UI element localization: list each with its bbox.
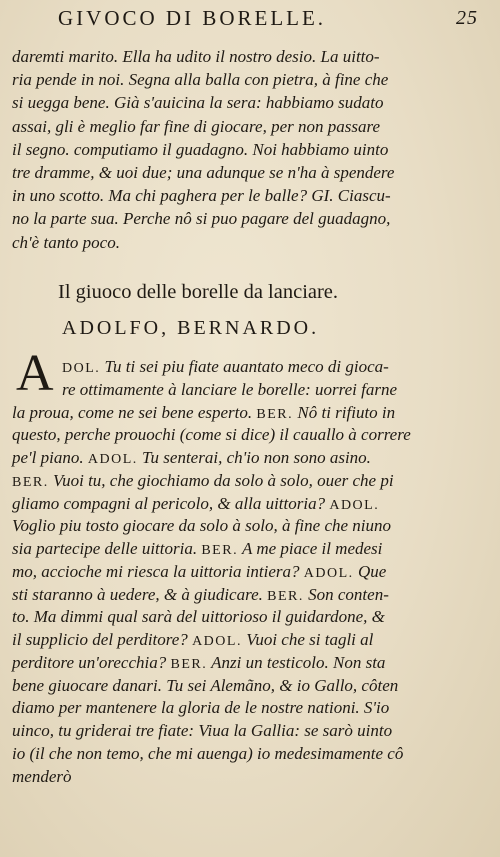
- line-text: Son conten-: [303, 584, 389, 604]
- line-text: la proua, come ne sei bene esperto.: [12, 402, 257, 422]
- page-number: 25: [456, 7, 478, 29]
- text-line: [12, 675, 482, 697]
- line-text: mo, accioche mi riesca la uittoria intiera?: [12, 561, 304, 581]
- text-line: tre dramme, & uoi due; una adunque se n'ha à spendere: [12, 163, 395, 182]
- speaker-tag: ADOL.: [87, 452, 138, 467]
- text-line: no la parte sua. Perche nô si puo pagare del guadagno,: [12, 209, 391, 229]
- text-line: [12, 584, 482, 608]
- text-line: [62, 356, 500, 380]
- speakers-line: ADOLFO, BERNARDO.: [62, 317, 320, 339]
- text-line: [12, 720, 482, 742]
- speaker-tag: BER.: [267, 588, 304, 604]
- speaker-tag: BER.: [201, 543, 239, 558]
- text-line: ch'è tanto poco.: [12, 232, 120, 252]
- line-text: Vuoi che si tagli al: [241, 630, 374, 649]
- line-text: pe'l piano.: [12, 448, 88, 467]
- line-text: perditore un'orecchia?: [12, 652, 171, 672]
- speaker-tag: ADOL.: [192, 634, 242, 649]
- text-line: [12, 697, 482, 719]
- drop-cap: A: [16, 345, 54, 402]
- speaker-tag: BER.: [170, 656, 208, 672]
- text-line: [12, 493, 482, 517]
- text-line: ria pende in noi. Segna alla balla con pietra, à fine che: [12, 70, 389, 90]
- line-text: Anzi un testicolo. Non sta: [207, 652, 386, 672]
- line-text: il supplicio del perditore?: [12, 630, 193, 649]
- text-line: [12, 629, 482, 653]
- line-text: Tu senterai, ch'io non sono asino.: [137, 448, 371, 467]
- line-text: Tu ti sei piu fiate auantato meco di gioca-: [100, 357, 389, 376]
- line-text: sia partecipe delle uittoria.: [12, 539, 202, 558]
- text-line: si uegga bene. Già s'auicina la sera: habbiamo sudato: [12, 93, 384, 113]
- text-line: [12, 424, 482, 446]
- text-line: [62, 379, 500, 401]
- speaker-tag: BER.: [256, 406, 294, 422]
- speaker-tag: ADOL.: [329, 497, 380, 513]
- speaker-tag: ADOL.: [303, 565, 354, 581]
- text-line: [12, 402, 482, 426]
- line-text: bene giuocare danari. Tu sei Alemãno, & io Gallo, côten: [12, 675, 399, 695]
- line-text: re ottimamente à lanciare le borelle: uorrei farne: [62, 379, 398, 399]
- line-text: Que: [353, 561, 387, 581]
- speaker-tag: BER.: [12, 474, 49, 490]
- text-line: [12, 538, 482, 562]
- line-text: questo, perche prouochi (come si dice) il cauallo à correre: [12, 425, 411, 445]
- text-line: [12, 561, 482, 585]
- line-text: gliamo compagni al pericolo, & alla uittoria?: [12, 493, 330, 513]
- line-text: io (il che non temo, che mi auenga) io medesimamente cô: [12, 743, 404, 763]
- line-text: menderò: [12, 766, 72, 786]
- text-line: [12, 515, 482, 537]
- line-text: to. Ma dimmi qual sarà del uittorioso il guidardone, &: [12, 607, 385, 627]
- line-text: diamo per mantenere la gloria de le nostre nationi. S'io: [12, 698, 390, 718]
- line-text: Nô ti rifiuto in: [293, 402, 396, 422]
- line-text: sti staranno à uedere, & à giudicare.: [12, 584, 268, 604]
- text-line: [12, 766, 482, 788]
- text-line: [12, 743, 482, 765]
- text-line: in uno scotto. Ma chi paghera per le balle? GI. Ciascu-: [12, 186, 391, 206]
- running-head: [58, 6, 478, 34]
- text-line: [12, 606, 482, 628]
- text-line: [12, 652, 482, 676]
- line-text: A me piace il medesi: [238, 539, 383, 558]
- section-heading: Il giuoco delle borelle da lanciare.: [58, 281, 339, 303]
- text-line: [12, 447, 482, 471]
- text-line: il segno. computiamo il guadagno. Noi habbiamo uinto: [12, 139, 389, 159]
- line-text: Vuoi tu, che giochiamo da solo à solo, ouer che pi: [48, 470, 394, 490]
- speaker-tag: DOL.: [62, 361, 101, 376]
- line-text: Voglio piu tosto giocare da solo à solo, à fine che niuno: [12, 516, 392, 536]
- text-line: assai, gli è meglio far fine di giocare, per non passare: [12, 116, 380, 136]
- text-line: [12, 470, 482, 494]
- running-title: GIVOCO DI BORELLE.: [58, 6, 327, 30]
- text-line: daremti marito. Ella ha udito il nostro desio. La uitto-: [12, 47, 380, 66]
- line-text: uinco, tu griderai tre fiate: Viua la Gallia: se sarò uinto: [12, 721, 393, 740]
